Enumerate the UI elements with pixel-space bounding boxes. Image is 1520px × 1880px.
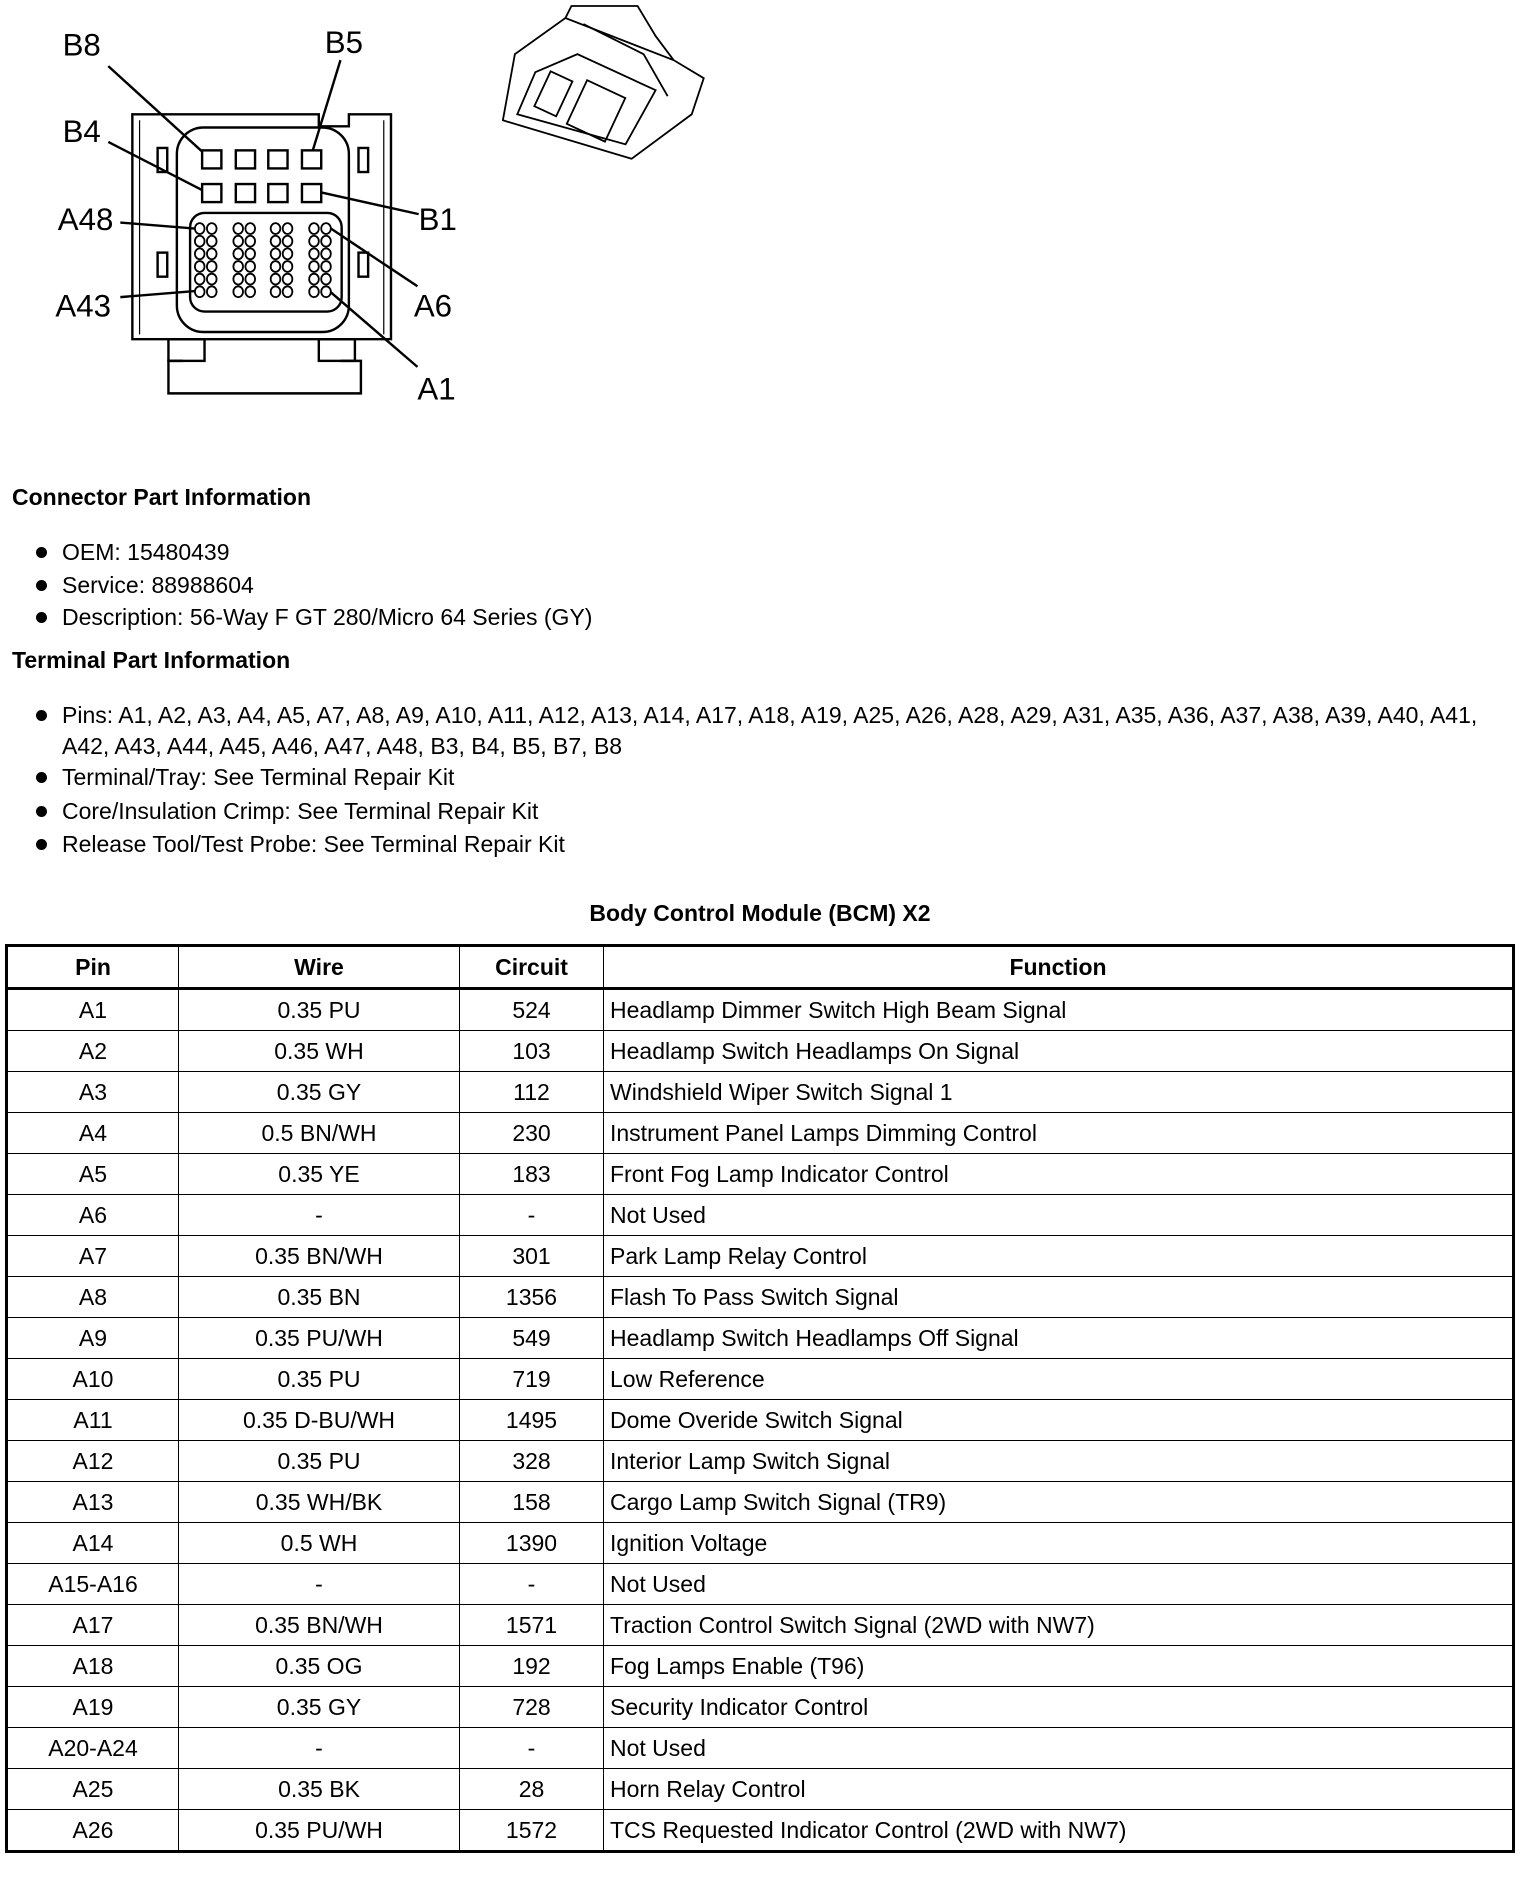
- cell-function: Fog Lamps Enable (T96): [604, 1646, 1514, 1687]
- pin-cavity: [195, 223, 205, 234]
- cell-pin: A14: [7, 1523, 179, 1564]
- pin-cavity: [271, 274, 281, 285]
- bullet-icon: [36, 806, 47, 817]
- cell-pin: A25: [7, 1769, 179, 1810]
- cell-pin: A4: [7, 1113, 179, 1154]
- cell-circuit: 112: [460, 1072, 604, 1113]
- table-row: [7, 1728, 1514, 1769]
- cell-wire: 0.35 BN/WH: [179, 1605, 460, 1646]
- pin-cavity: [283, 274, 293, 285]
- pin-cavity: [245, 286, 255, 297]
- pin-cavity: [207, 236, 217, 247]
- list-item: Terminal/Tray: See Terminal Repair Kit: [36, 762, 1502, 793]
- table-row: [7, 1031, 1514, 1072]
- cell-pin: A10: [7, 1359, 179, 1400]
- bullet-icon: [36, 772, 47, 783]
- table-row: [7, 989, 1514, 1031]
- pin-cavity: [245, 274, 255, 285]
- cell-circuit: 728: [460, 1687, 604, 1728]
- label-a43: A43: [55, 288, 112, 324]
- pin-cavity: [195, 286, 205, 297]
- cell-wire: 0.35 YE: [179, 1154, 460, 1195]
- cell-function: Low Reference: [604, 1359, 1514, 1400]
- list-item: Description: 56-Way F GT 280/Micro 64 Series (GY): [36, 602, 1502, 633]
- pin-cavity: [283, 248, 293, 259]
- list-item: OEM: 15480439: [36, 537, 1502, 568]
- label-a1: A1: [417, 371, 456, 407]
- cell-wire: -: [179, 1564, 460, 1605]
- connector-info-heading: Connector Part Information: [12, 484, 312, 510]
- table-title: Body Control Module (BCM) X2: [589, 900, 931, 926]
- cell-pin: A17: [7, 1605, 179, 1646]
- cell-circuit: 1572: [460, 1810, 604, 1852]
- cell-function: Headlamp Dimmer Switch High Beam Signal: [604, 989, 1514, 1031]
- bullet-icon: [36, 839, 47, 850]
- list-item: Release Tool/Test Probe: See Terminal Repair Kit: [36, 829, 1502, 860]
- pin-cavity: [271, 286, 281, 297]
- pin-cavity: [207, 223, 217, 234]
- label-b5: B5: [324, 24, 364, 60]
- cell-pin: A8: [7, 1277, 179, 1318]
- table-row: [7, 1318, 1514, 1359]
- cell-circuit: 719: [460, 1359, 604, 1400]
- header-circuit: Circuit: [460, 946, 604, 989]
- terminal-info-heading: Terminal Part Information: [12, 647, 291, 673]
- pin-cavity: [321, 248, 331, 259]
- cell-function: Not Used: [604, 1195, 1514, 1236]
- cell-function: Headlamp Switch Headlamps Off Signal: [604, 1318, 1514, 1359]
- cell-pin: A7: [7, 1236, 179, 1277]
- header-pin: Pin: [7, 946, 179, 989]
- pin-cavity: [271, 261, 281, 272]
- bullet-icon: [36, 710, 47, 721]
- table-row: [7, 1646, 1514, 1687]
- pin-cavity: [245, 248, 255, 259]
- cell-pin: A11: [7, 1400, 179, 1441]
- cell-function: Cargo Lamp Switch Signal (TR9): [604, 1482, 1514, 1523]
- cell-circuit: 230: [460, 1113, 604, 1154]
- cell-pin: A13: [7, 1482, 179, 1523]
- cell-pin: A20-A24: [7, 1728, 179, 1769]
- table-row: [7, 1400, 1514, 1441]
- cell-pin: A3: [7, 1072, 179, 1113]
- table-row: [7, 1277, 1514, 1318]
- table-row: [7, 1441, 1514, 1482]
- pin-cavity: [321, 236, 331, 247]
- cell-pin: A2: [7, 1031, 179, 1072]
- cell-wire: 0.35 BK: [179, 1769, 460, 1810]
- cell-circuit: 301: [460, 1236, 604, 1277]
- pin-cavity: [195, 261, 205, 272]
- pin-cavity: [233, 261, 243, 272]
- cell-circuit: 328: [460, 1441, 604, 1482]
- cell-circuit: 1571: [460, 1605, 604, 1646]
- label-b4: B4: [62, 113, 101, 149]
- pin-cavity: [195, 236, 205, 247]
- cell-wire: -: [179, 1728, 460, 1769]
- cell-pin: A19: [7, 1687, 179, 1728]
- cell-function: Ignition Voltage: [604, 1523, 1514, 1564]
- cell-function: Instrument Panel Lamps Dimming Control: [604, 1113, 1514, 1154]
- table-row: [7, 1810, 1514, 1852]
- cell-pin: A5: [7, 1154, 179, 1195]
- cell-pin: A6: [7, 1195, 179, 1236]
- pin-cavity: [207, 286, 217, 297]
- table-row: [7, 1072, 1514, 1113]
- cell-function: Security Indicator Control: [604, 1687, 1514, 1728]
- cell-wire: 0.35 BN: [179, 1277, 460, 1318]
- header-wire: Wire: [179, 946, 460, 989]
- b-pins: [202, 150, 321, 202]
- pin-cavity: [233, 248, 243, 259]
- cell-wire: 0.5 BN/WH: [179, 1113, 460, 1154]
- pin-cavity: [245, 236, 255, 247]
- cell-wire: 0.35 WH: [179, 1031, 460, 1072]
- pin-cavity: [321, 286, 331, 297]
- label-a48: A48: [57, 201, 114, 237]
- cell-wire: 0.35 PU/WH: [179, 1318, 460, 1359]
- cell-function: TCS Requested Indicator Control (2WD with NW7): [604, 1810, 1514, 1852]
- cell-circuit: 1390: [460, 1523, 604, 1564]
- table-row: [7, 1769, 1514, 1810]
- connector-diagram: [0, 0, 794, 409]
- cell-function: Dome Overide Switch Signal: [604, 1400, 1514, 1441]
- cell-wire: 0.35 PU: [179, 1359, 460, 1400]
- cell-wire: 0.35 OG: [179, 1646, 460, 1687]
- table-header-row: [7, 946, 1514, 989]
- cell-function: Interior Lamp Switch Signal: [604, 1441, 1514, 1482]
- list-item: Core/Insulation Crimp: See Terminal Repair Kit: [36, 796, 1502, 827]
- pin-cavity: [309, 236, 319, 247]
- cell-circuit: 183: [460, 1154, 604, 1195]
- pin-cavity: [309, 286, 319, 297]
- pin-cavity: [283, 223, 293, 234]
- pin-cavity: [283, 261, 293, 272]
- list-item: Service: 88988604: [36, 570, 1502, 601]
- cell-wire: 0.35 PU: [179, 989, 460, 1031]
- cell-pin: A15-A16: [7, 1564, 179, 1605]
- table-row: [7, 1113, 1514, 1154]
- cell-circuit: -: [460, 1195, 604, 1236]
- cell-function: Horn Relay Control: [604, 1769, 1514, 1810]
- cell-function: Flash To Pass Switch Signal: [604, 1277, 1514, 1318]
- pin-cavity: [309, 261, 319, 272]
- table-row: [7, 1154, 1514, 1195]
- pin-cavity: [283, 286, 293, 297]
- pin-cavity: [207, 248, 217, 259]
- bullet-icon: [36, 547, 47, 558]
- table-row: [7, 1195, 1514, 1236]
- pin-cavity: [233, 274, 243, 285]
- cell-function: Traction Control Switch Signal (2WD with NW7): [604, 1605, 1514, 1646]
- cell-circuit: 549: [460, 1318, 604, 1359]
- cell-function: Headlamp Switch Headlamps On Signal: [604, 1031, 1514, 1072]
- label-b8: B8: [62, 27, 101, 63]
- pin-cavity: [245, 223, 255, 234]
- pin-cavity: [321, 261, 331, 272]
- label-a6: A6: [413, 288, 453, 324]
- pin-cavity: [309, 274, 319, 285]
- table-row: [7, 1605, 1514, 1646]
- cell-pin: A18: [7, 1646, 179, 1687]
- cell-function: Park Lamp Relay Control: [604, 1236, 1514, 1277]
- table-row: [7, 1359, 1514, 1400]
- cell-function: Not Used: [604, 1564, 1514, 1605]
- cell-wire: 0.35 PU: [179, 1441, 460, 1482]
- table-row: [7, 1236, 1514, 1277]
- pin-cavity: [309, 248, 319, 259]
- cell-circuit: -: [460, 1728, 604, 1769]
- bullet-icon: [36, 612, 47, 623]
- pin-cavity: [271, 248, 281, 259]
- pin-cavity: [195, 274, 205, 285]
- table-row: [7, 1564, 1514, 1605]
- connector-face: [132, 114, 391, 393]
- cell-function: Front Fog Lamp Indicator Control: [604, 1154, 1514, 1195]
- cell-wire: 0.35 PU/WH: [179, 1810, 460, 1852]
- pin-cavity: [283, 236, 293, 247]
- table-row: [7, 1482, 1514, 1523]
- pin-cavity: [233, 223, 243, 234]
- label-b1: B1: [418, 201, 457, 237]
- cell-function: Windshield Wiper Switch Signal 1: [604, 1072, 1514, 1113]
- cell-wire: -: [179, 1195, 460, 1236]
- bullet-icon: [36, 580, 47, 591]
- header-function: Function: [604, 946, 1514, 989]
- pin-cavity: [271, 236, 281, 247]
- list-item: Pins: A1, A2, A3, A4, A5, A7, A8, A9, A10, A11, A12, A13, A14, A17, A18, A19, A25, A26, A28, A29, A31, A35, A36, A37, A38, A39, A40, A41, A42, A43, A44, A45, A46, A47, A48, B3, B4, B5, B7, B8: [36, 700, 1502, 762]
- cell-wire: 0.35 GY: [179, 1687, 460, 1728]
- cell-wire: 0.35 D-BU/WH: [179, 1400, 460, 1441]
- cell-pin: A9: [7, 1318, 179, 1359]
- cell-circuit: -: [460, 1564, 604, 1605]
- connector-3d-view: [503, 6, 704, 159]
- pin-cavity: [309, 223, 319, 234]
- cell-function: Not Used: [604, 1728, 1514, 1769]
- cell-wire: 0.35 WH/BK: [179, 1482, 460, 1523]
- pin-cavity: [207, 274, 217, 285]
- cell-pin: A26: [7, 1810, 179, 1852]
- pin-cavity: [195, 248, 205, 259]
- cell-circuit: 1495: [460, 1400, 604, 1441]
- pinout-table: [5, 944, 1515, 1853]
- cell-circuit: 158: [460, 1482, 604, 1523]
- pin-cavity: [207, 261, 217, 272]
- cell-circuit: 524: [460, 989, 604, 1031]
- cell-wire: 0.5 WH: [179, 1523, 460, 1564]
- cell-pin: A1: [7, 989, 179, 1031]
- cell-circuit: 1356: [460, 1277, 604, 1318]
- cell-circuit: 103: [460, 1031, 604, 1072]
- cell-wire: 0.35 BN/WH: [179, 1236, 460, 1277]
- pin-cavity: [245, 261, 255, 272]
- cell-circuit: 28: [460, 1769, 604, 1810]
- pin-cavity: [233, 236, 243, 247]
- a-pins: [195, 223, 331, 297]
- pin-cavity: [321, 274, 331, 285]
- pin-cavity: [271, 223, 281, 234]
- table-row: [7, 1523, 1514, 1564]
- table-row: [7, 1687, 1514, 1728]
- pin-cavity: [233, 286, 243, 297]
- cell-wire: 0.35 GY: [179, 1072, 460, 1113]
- cell-circuit: 192: [460, 1646, 604, 1687]
- cell-pin: A12: [7, 1441, 179, 1482]
- pin-cavity: [321, 223, 331, 234]
